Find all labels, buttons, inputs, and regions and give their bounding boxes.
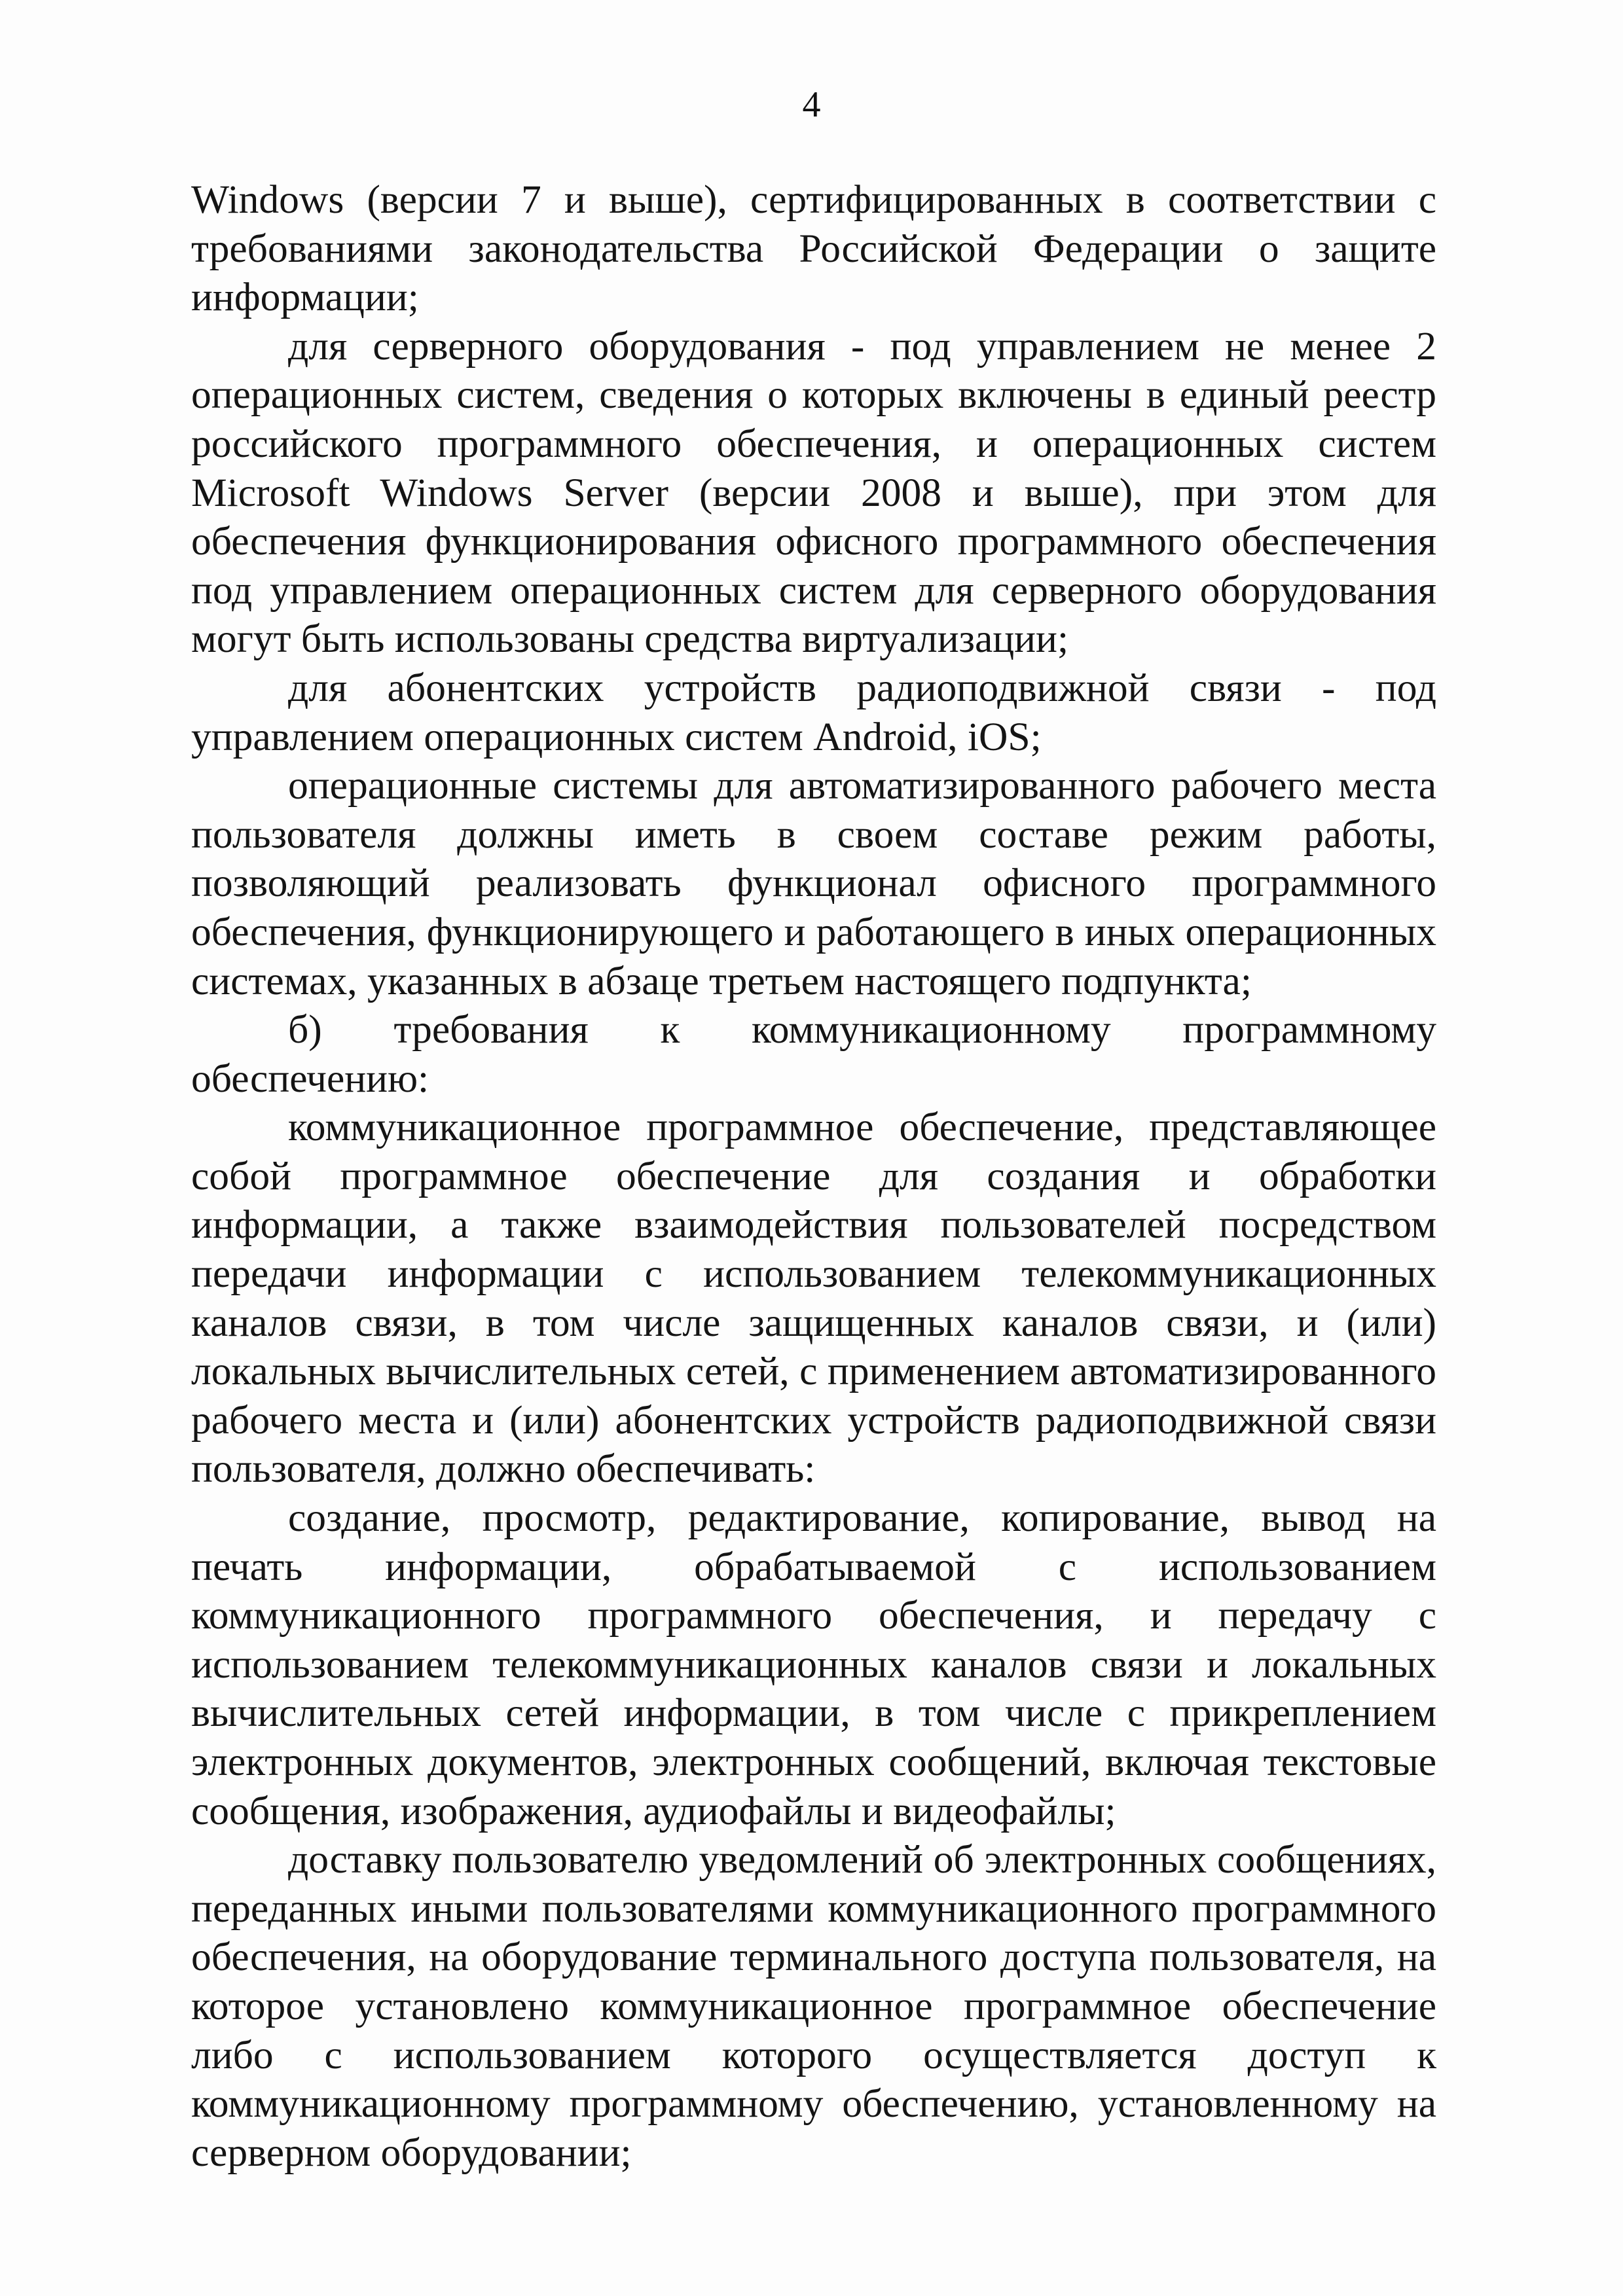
paragraph-7: создание, просмотр, редактирование, копирование, вывод на печать информации, обрабатываемой с использованием коммуникационного программного обеспечения, и передачу с использованием телекоммуникационных каналов связи и локальных вычислительных сетей информации, в том числе с прикреплением электронных документов, электронных сообщений, включая текстовые сообщения, изображения, аудиофайлы и видеофайлы; bbox=[191, 1496, 1436, 1833]
paragraph-4: операционные системы для автоматизированного рабочего места пользователя должны иметь в своем составе режим работы, позволяющий реализовать функционал офисного программного обеспечения, функционирующего и работающего в иных операционных системах, указанных в абзаце третьем настоящего подпункта; bbox=[191, 763, 1436, 1003]
paragraph-2: для серверного оборудования - под управлением не менее 2 операционных систем, сведения о которых включены в единый реестр российского программного обеспечения, и операционных систем Microsoft Windows Server (версии 2008 и выше), при этом для обеспечения функционирования офисного программного обеспечения под управлением операционных систем для серверного оборудования могут быть использованы средства виртуализации; bbox=[191, 323, 1436, 662]
paragraph-1: Windows (версии 7 и выше), сертифицированных в соответствии с требованиями законодательства Российской Федерации о защите информации; bbox=[191, 177, 1436, 320]
page-number: 4 bbox=[802, 84, 821, 125]
paragraph-3: для абонентских устройств радиоподвижной связи - под управлением операционных систем Android, iOS; bbox=[191, 665, 1436, 759]
paragraph-6: коммуникационное программное обеспечение, представляющее собой программное обеспечение для создания и обработки информации, а также взаимодействия пользователей посредством передачи информации с использованием телекоммуникационных каналов связи, в том числе защищенных каналов связи, и (или) локальных вычислительных сетей, с применением автоматизированного рабочего места и (или) абонентских устройств радиоподвижной связи пользователя, должно обеспечивать: bbox=[191, 1105, 1436, 1492]
paragraph-8: доставку пользователю уведомлений об электронных сообщениях, переданных иными пользователями коммуникационного программного обеспечения, на оборудование терминального доступа пользователя, на которое установлено коммуникационное программное обеспечение либо с использованием которого осуществляется доступ к коммуникационному программному обеспечению, установленному на серверном оборудовании; bbox=[191, 1837, 1436, 2175]
paragraph-5: б) требования к коммуникационному программному обеспечению: bbox=[191, 1007, 1436, 1101]
document-body bbox=[191, 175, 1436, 2177]
